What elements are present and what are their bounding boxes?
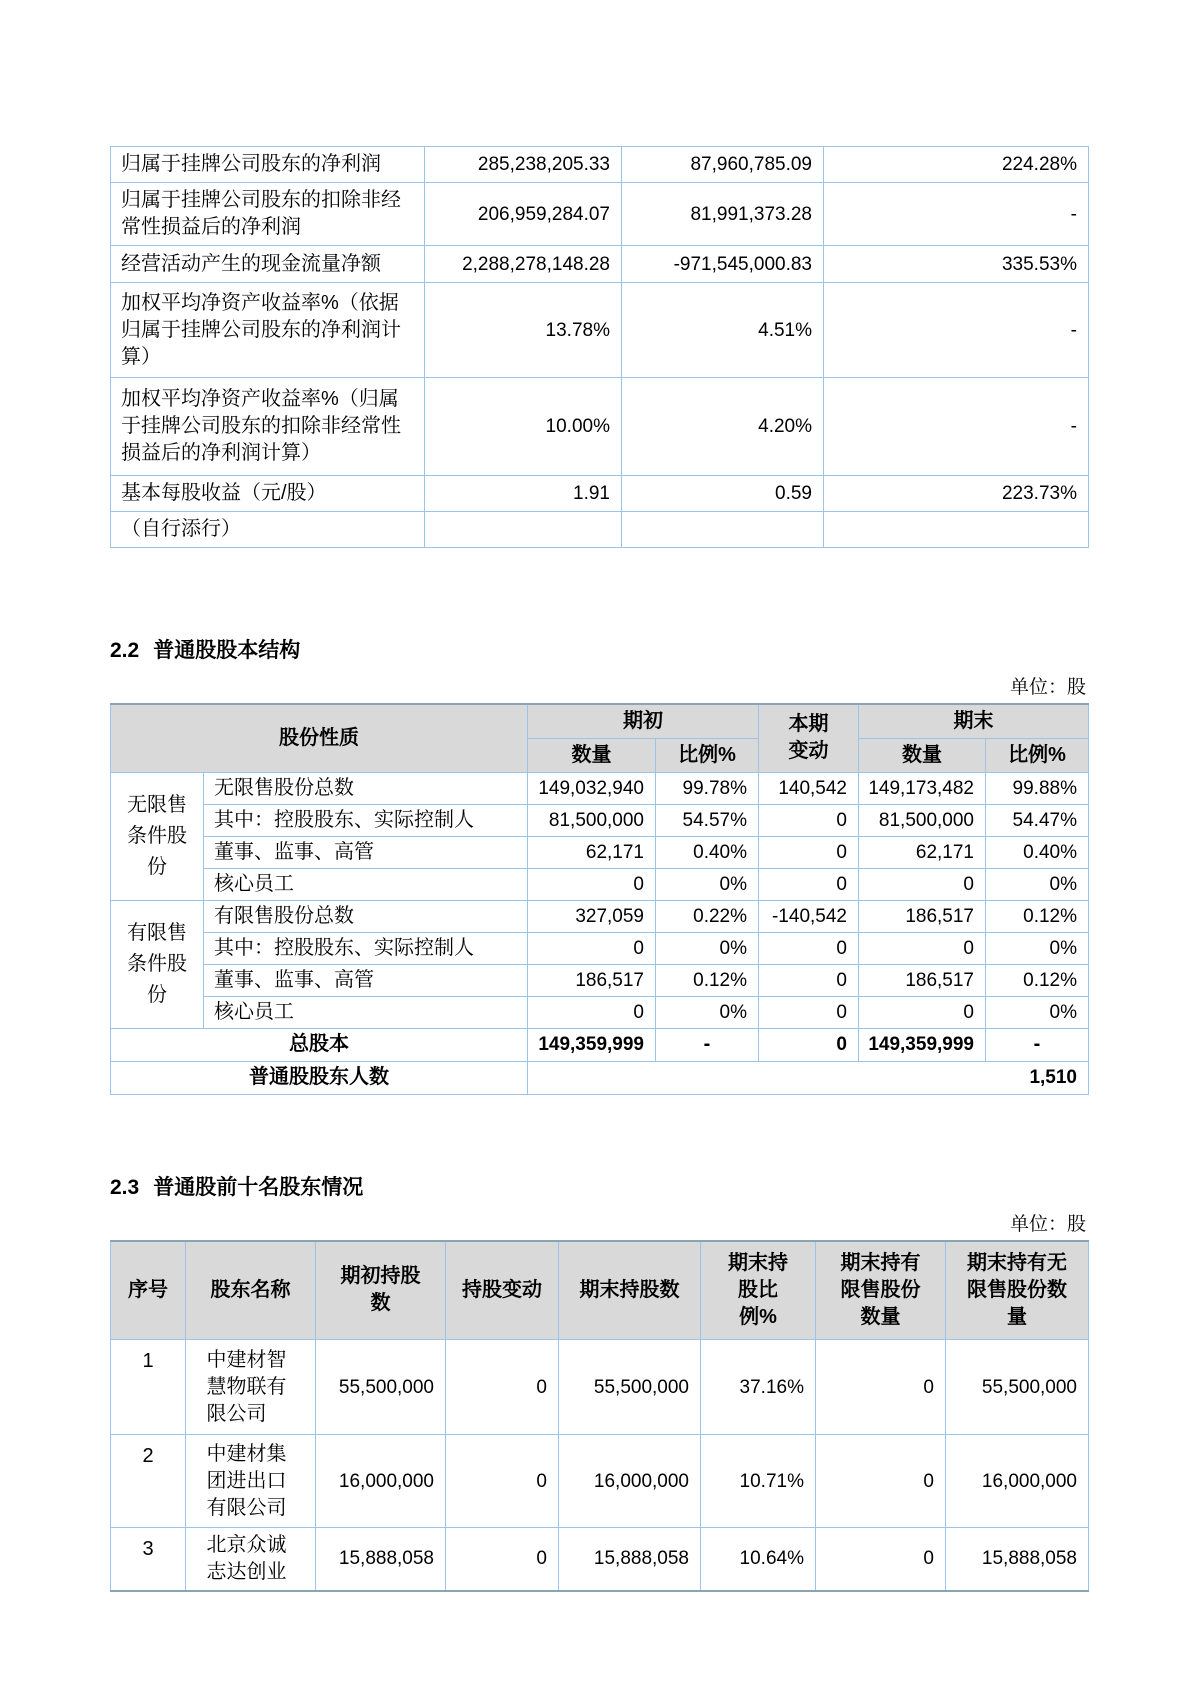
- current-period-value: 1.91: [425, 476, 622, 512]
- unit-label: 单位：股: [1009, 1213, 1086, 1235]
- section-number: 2.3: [110, 1175, 140, 1199]
- period-change: 0: [759, 996, 859, 1028]
- table-row: [111, 804, 1089, 836]
- change-percent-value: 335.53%: [824, 246, 1089, 283]
- section-23-heading: [110, 1171, 1088, 1201]
- end-qty: 0: [859, 932, 986, 964]
- begin-qty: 0: [528, 868, 656, 900]
- col-pct: 比例%: [656, 738, 759, 772]
- period-change: 140,542: [759, 772, 859, 804]
- end-pct: 0.40%: [986, 836, 1089, 868]
- begin-pct: 99.78%: [656, 772, 759, 804]
- shareholder-row: [111, 1528, 1089, 1591]
- end-holding-pct: 10.71%: [701, 1435, 816, 1528]
- begin-qty: 0: [528, 996, 656, 1028]
- change-percent-value: [824, 512, 1089, 548]
- metric-label: 基本每股收益（元/股）: [111, 476, 425, 512]
- begin-pct: 0.22%: [656, 900, 759, 932]
- begin-holding: 15,888,058: [316, 1528, 446, 1591]
- current-period-value: 13.78%: [425, 283, 622, 378]
- end-holding: 16,000,000: [559, 1435, 701, 1528]
- end-unrestricted: 15,888,058: [946, 1528, 1089, 1591]
- end-holding-pct: 10.64%: [701, 1528, 816, 1591]
- total-label: 总股本: [111, 1028, 528, 1061]
- prior-period-value: -971,545,000.83: [622, 246, 824, 283]
- metric-label: 归属于挂牌公司股东的净利润: [111, 147, 425, 183]
- current-period-value: [425, 512, 622, 548]
- end-pct: 0.12%: [986, 900, 1089, 932]
- col-share-nature: 股份性质: [111, 704, 528, 772]
- prior-period-value: 0.59: [622, 476, 824, 512]
- prior-period-value: 81,991,373.28: [622, 183, 824, 246]
- holders-count-value: 1,510: [528, 1061, 1089, 1094]
- end-pct: 0%: [986, 868, 1089, 900]
- begin-qty: 186,517: [528, 964, 656, 996]
- section-title: 普通股股本结构: [153, 639, 301, 662]
- holding-change: 0: [446, 1340, 559, 1435]
- begin-pct: 0.40%: [656, 836, 759, 868]
- table-row: [111, 512, 1089, 548]
- metric-label: 经营活动产生的现金流量净额: [111, 246, 425, 283]
- share-structure-table: [110, 703, 1089, 1095]
- holding-change: 0: [446, 1528, 559, 1591]
- col-qty: 数量: [859, 738, 986, 772]
- unit-label: 单位：股: [1009, 677, 1086, 698]
- group-restricted-label: 有限售条件股份: [111, 900, 204, 1028]
- financial-summary-table: [110, 146, 1089, 548]
- end-restricted: 0: [816, 1435, 946, 1528]
- period-change: -140,542: [759, 900, 859, 932]
- holding-change: 0: [446, 1435, 559, 1528]
- end-restricted: 0: [816, 1528, 946, 1591]
- rank-number: 3: [111, 1528, 186, 1591]
- row-label: 无限售股份总数: [204, 772, 528, 804]
- row-label: 董事、监事、高管: [204, 964, 528, 996]
- end-qty: 186,517: [859, 900, 986, 932]
- col-pct: 比例%: [986, 738, 1089, 772]
- table-row: [111, 964, 1089, 996]
- rank-number: 2: [111, 1435, 186, 1528]
- header-row: [111, 1241, 1089, 1340]
- col-end-holding: 期末持股数: [559, 1241, 701, 1340]
- end-qty: 186,517: [859, 964, 986, 996]
- begin-pct: 0.12%: [656, 964, 759, 996]
- row-label: 其中：控股股东、实际控制人: [204, 932, 528, 964]
- change-percent-value: -: [824, 183, 1089, 246]
- end-holding: 15,888,058: [559, 1528, 701, 1591]
- begin-qty: 327,059: [528, 900, 656, 932]
- begin-pct: 0%: [656, 868, 759, 900]
- shareholder-name: 中建材集团进出口有限公司: [186, 1435, 316, 1528]
- period-change: 0: [759, 836, 859, 868]
- end-holding-pct: 37.16%: [701, 1340, 816, 1435]
- end-pct: 54.47%: [986, 804, 1089, 836]
- table-row: [111, 868, 1089, 900]
- group-unrestricted-label: 无限售条件股份: [111, 772, 204, 900]
- metric-label: 归属于挂牌公司股东的扣除非经常性损益后的净利润: [111, 183, 425, 246]
- table-row: [111, 772, 1089, 804]
- begin-qty: 0: [528, 932, 656, 964]
- col-ending-period: 期末: [859, 704, 1089, 738]
- begin-holding: 16,000,000: [316, 1435, 446, 1528]
- shareholder-row: [111, 1340, 1089, 1435]
- holders-label: 普通股股东人数: [111, 1061, 528, 1094]
- report-page: [110, 0, 1088, 1592]
- end-pct: 0%: [986, 996, 1089, 1028]
- prior-period-value: 87,960,785.09: [622, 147, 824, 183]
- table-row: [111, 147, 1089, 183]
- prior-period-value: 4.51%: [622, 283, 824, 378]
- begin-pct: -: [656, 1028, 759, 1061]
- row-label: 核心员工: [204, 996, 528, 1028]
- end-pct: 99.88%: [986, 772, 1089, 804]
- metric-label: （自行添行）: [111, 512, 425, 548]
- col-qty: 数量: [528, 738, 656, 772]
- col-period-change: 本期变动: [759, 704, 859, 772]
- col-shareholder-name: 股东名称: [186, 1241, 316, 1340]
- end-pct: 0.12%: [986, 964, 1089, 996]
- section-title: 普通股前十名股东情况: [153, 1175, 364, 1199]
- change-percent-value: 223.73%: [824, 476, 1089, 512]
- row-label: 有限售股份总数: [204, 900, 528, 932]
- table-row: [111, 476, 1089, 512]
- row-label: 核心员工: [204, 868, 528, 900]
- current-period-value: 10.00%: [425, 378, 622, 476]
- end-qty: 149,359,999: [859, 1028, 986, 1061]
- change-percent-value: -: [824, 378, 1089, 476]
- change-percent-value: 224.28%: [824, 147, 1089, 183]
- current-period-value: 206,959,284.07: [425, 183, 622, 246]
- begin-qty: 149,359,999: [528, 1028, 656, 1061]
- shareholder-name: 中建材智慧物联有限公司: [186, 1340, 316, 1435]
- end-unrestricted: 16,000,000: [946, 1435, 1089, 1528]
- row-label: 其中：控股股东、实际控制人: [204, 804, 528, 836]
- table-row: [111, 900, 1089, 932]
- col-end-restricted: 期末持有限售股份数量: [816, 1241, 946, 1340]
- col-end-unrestricted: 期末持有无限售股份数量: [946, 1241, 1089, 1340]
- table-row: [111, 378, 1089, 476]
- prior-period-value: [622, 512, 824, 548]
- begin-pct: 54.57%: [656, 804, 759, 836]
- shareholder-name: 北京众诚志达创业: [186, 1528, 316, 1591]
- period-change: 0: [759, 868, 859, 900]
- total-share-row: [111, 1028, 1089, 1061]
- end-qty: 81,500,000: [859, 804, 986, 836]
- holders-count-row: [111, 1061, 1089, 1094]
- end-qty: 62,171: [859, 836, 986, 868]
- begin-qty: 149,032,940: [528, 772, 656, 804]
- period-change: 0: [759, 964, 859, 996]
- end-pct: 0%: [986, 932, 1089, 964]
- section-number: 2.2: [110, 639, 140, 662]
- top-shareholders-table: [110, 1240, 1089, 1592]
- table-row: [111, 836, 1089, 868]
- metric-label: 加权平均净资产收益率%（归属于挂牌公司股东的扣除非经常性损益后的净利润计算）: [111, 378, 425, 476]
- period-change: 0: [759, 1028, 859, 1061]
- col-begin-holding: 期初持股数: [316, 1241, 446, 1340]
- begin-pct: 0%: [656, 996, 759, 1028]
- end-pct: -: [986, 1028, 1089, 1061]
- end-holding: 55,500,000: [559, 1340, 701, 1435]
- begin-qty: 62,171: [528, 836, 656, 868]
- period-change: 0: [759, 932, 859, 964]
- begin-pct: 0%: [656, 932, 759, 964]
- end-qty: 0: [859, 868, 986, 900]
- header-row: [111, 704, 1089, 738]
- shareholder-row: [111, 1435, 1089, 1528]
- col-beginning-period: 期初: [528, 704, 759, 738]
- rank-number: 1: [111, 1340, 186, 1435]
- table-row: [111, 246, 1089, 283]
- end-unrestricted: 55,500,000: [946, 1340, 1089, 1435]
- end-restricted: 0: [816, 1340, 946, 1435]
- row-label: 董事、监事、高管: [204, 836, 528, 868]
- col-holding-change: 持股变动: [446, 1241, 559, 1340]
- table-row: [111, 996, 1089, 1028]
- col-end-holding-pct: 期末持股比例%: [701, 1241, 816, 1340]
- begin-holding: 55,500,000: [316, 1340, 446, 1435]
- metric-label: 加权平均净资产收益率%（依据归属于挂牌公司股东的净利润计算）: [111, 283, 425, 378]
- begin-qty: 81,500,000: [528, 804, 656, 836]
- table-row: [111, 283, 1089, 378]
- section-22-heading: [110, 634, 1088, 664]
- current-period-value: 2,288,278,148.28: [425, 246, 622, 283]
- table-row: [111, 932, 1089, 964]
- end-qty: 149,173,482: [859, 772, 986, 804]
- prior-period-value: 4.20%: [622, 378, 824, 476]
- col-index: 序号: [111, 1241, 186, 1340]
- table-row: [111, 183, 1089, 246]
- change-percent-value: -: [824, 283, 1089, 378]
- current-period-value: 285,238,205.33: [425, 147, 622, 183]
- period-change: 0: [759, 804, 859, 836]
- end-qty: 0: [859, 996, 986, 1028]
